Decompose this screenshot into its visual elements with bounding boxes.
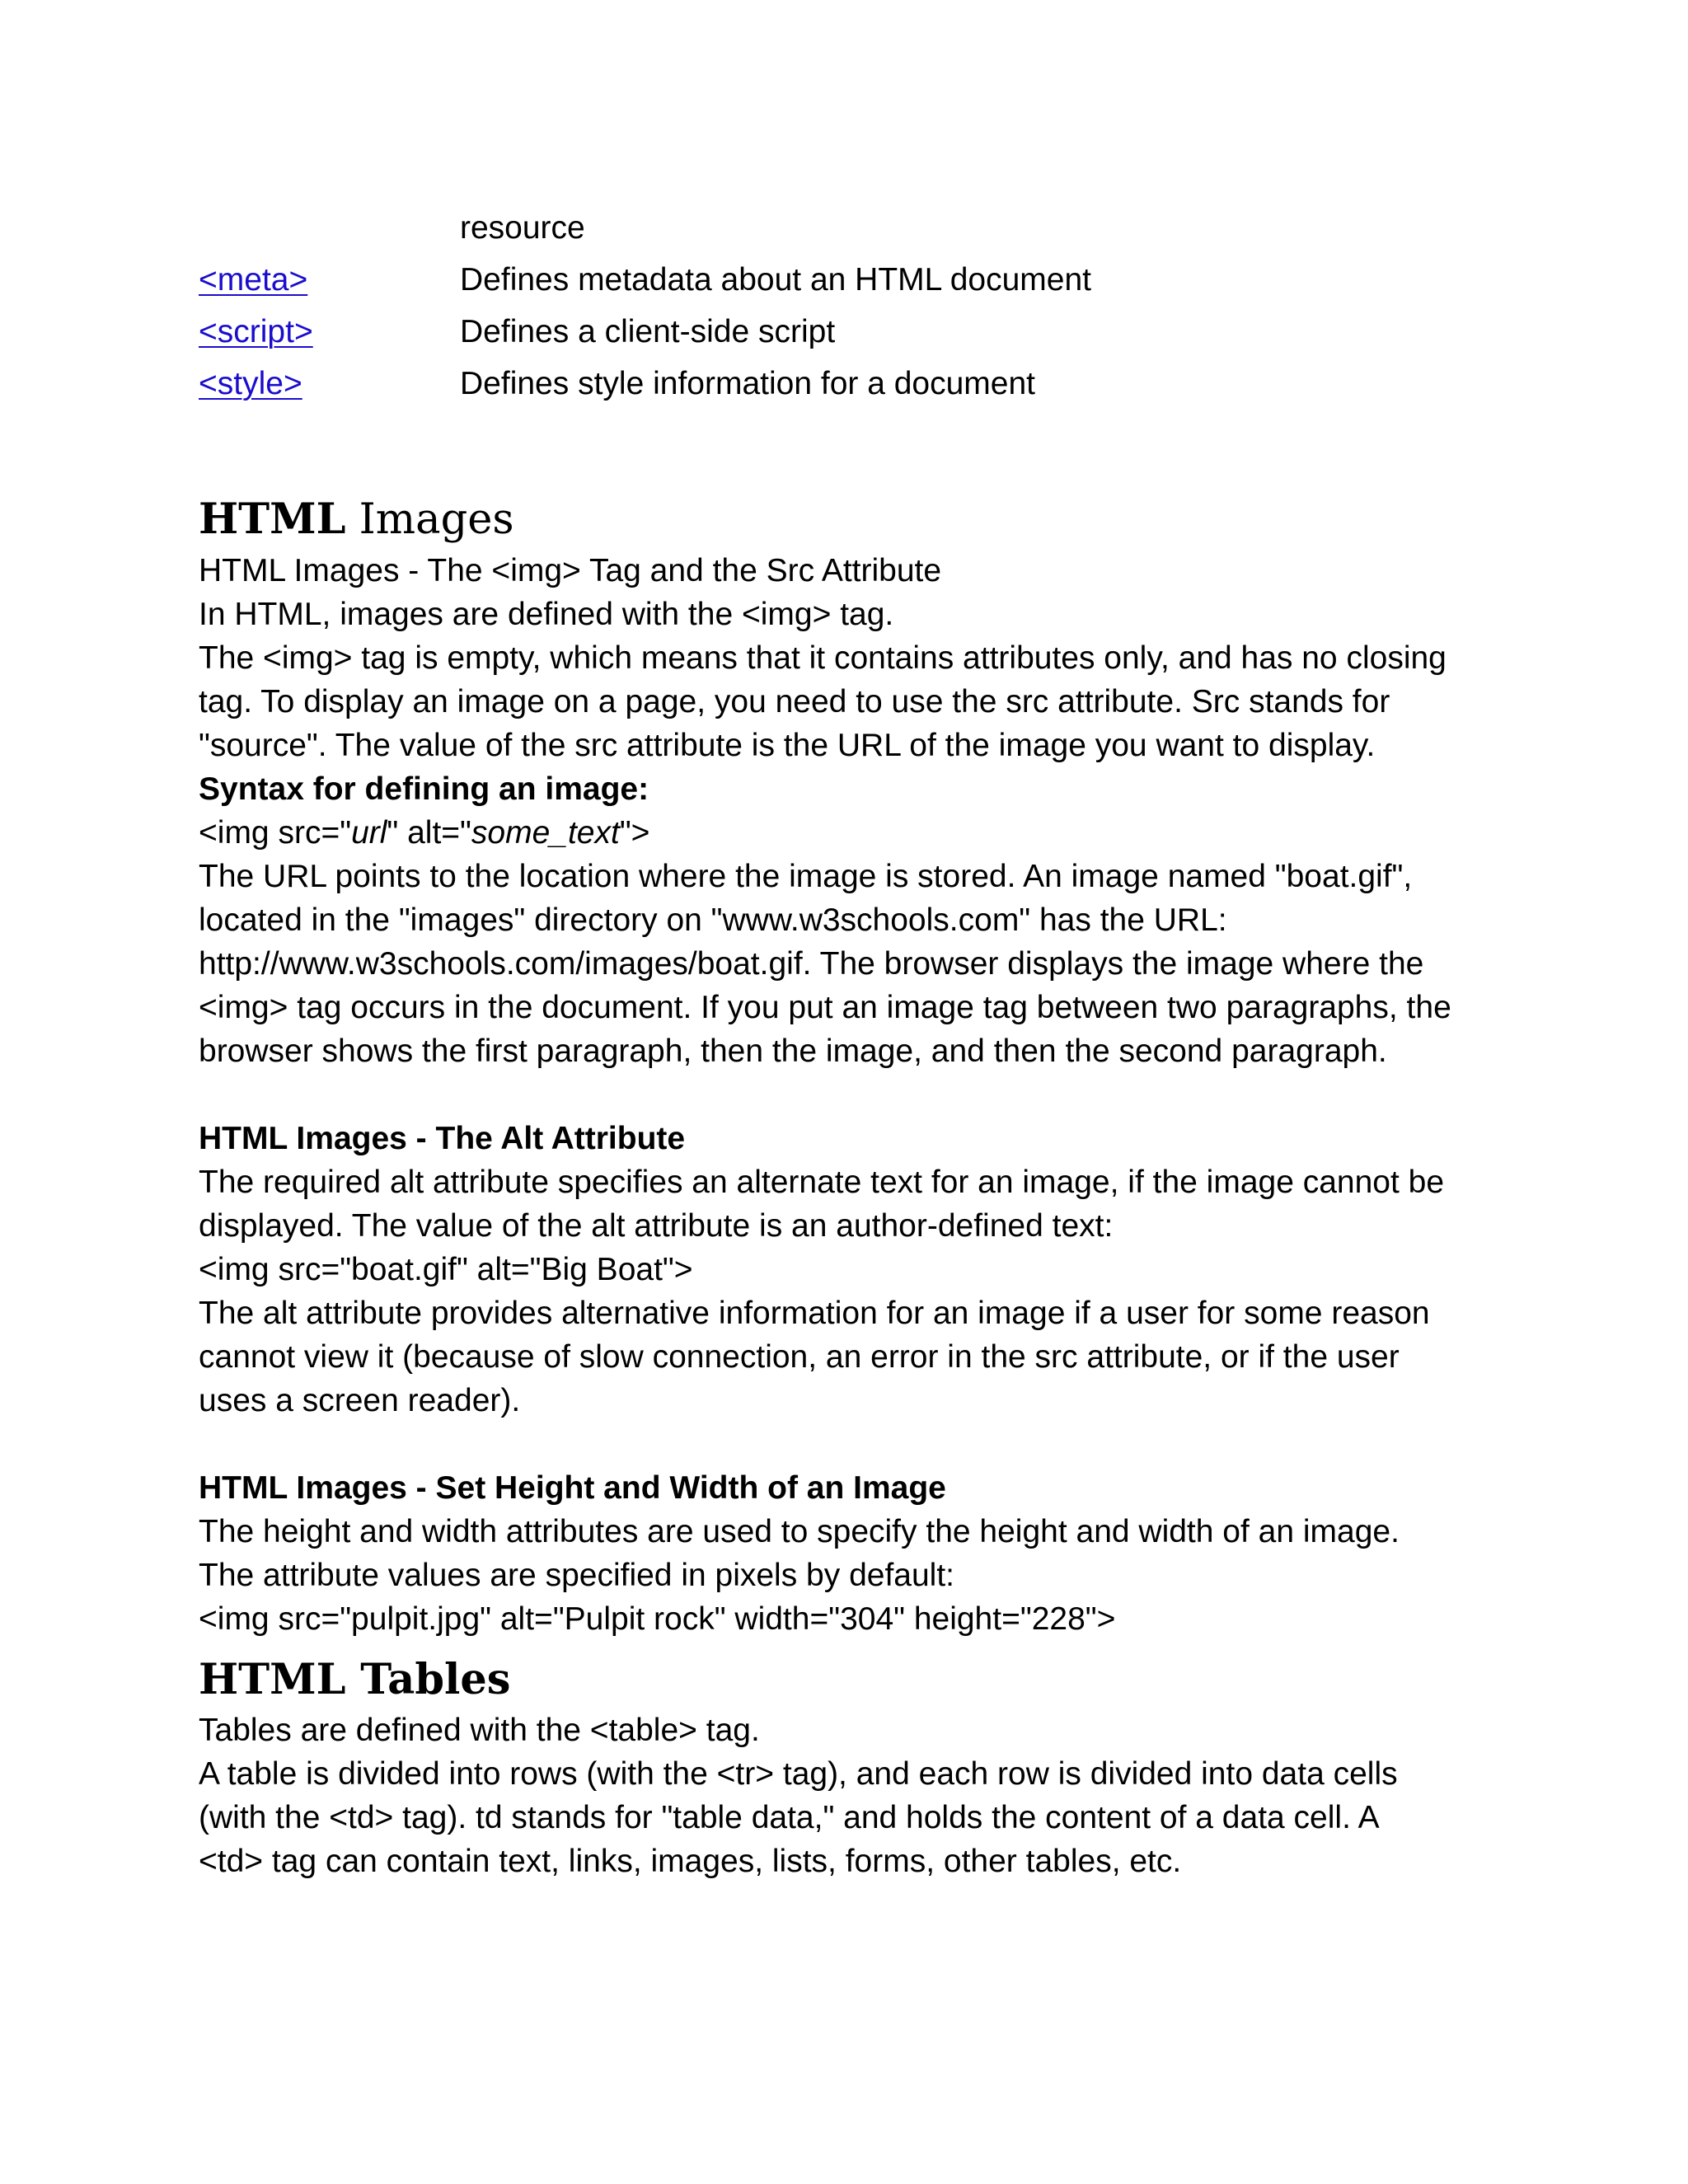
paragraph-line: The height and width attributes are used to specify the height and width of an image. [199, 1514, 1400, 1549]
tag-cell [199, 254, 460, 306]
paragraph-line: The required alt attribute specifies an alternate text for an image, if the image cannot be [199, 1165, 1445, 1200]
tag-table [199, 202, 1517, 410]
syntax-part: " alt=" [387, 815, 471, 851]
paragraph-line: Tables are defined with the <table> tag. [199, 1713, 760, 1748]
images-heading [199, 490, 1517, 549]
tag-table-row [199, 202, 1517, 254]
tag-description: Defines style information for a document [460, 366, 1036, 401]
paragraph-line: "source". The value of the src attribute is the URL of the image you want to display. [199, 728, 1376, 763]
tag-table-row [199, 254, 1517, 306]
tag-description: Defines metadata about an HTML document [460, 262, 1091, 298]
syntax-url: url [351, 815, 387, 851]
tag-cell [199, 306, 460, 358]
paragraph-line: http://www.w3schools.com/images/boat.gif. The browser displays the image where the [199, 946, 1424, 982]
syntax-alt-text: some_text [471, 815, 620, 851]
paragraph-line: The attribute values are specified in pixels by default: [199, 1558, 955, 1593]
paragraph-line: <img> tag occurs in the document. If you put an image tag between two paragraphs, the [199, 990, 1451, 1025]
tag-cell-empty [199, 202, 460, 254]
paragraph-line: browser shows the first paragraph, then the image, and then the second paragraph. [199, 1033, 1387, 1069]
images-heading-strong: HTML [199, 494, 346, 544]
paragraph-line: (with the <td> tag). td stands for "table data," and holds the content of a data cell. A [199, 1800, 1380, 1835]
spacer [199, 410, 1517, 490]
paragraph-line: <td> tag can contain text, links, images, lists, forms, other tables, etc. [199, 1844, 1182, 1879]
spacer [199, 1073, 1517, 1117]
code-example: <img src="pulpit.jpg" alt="Pulpit rock" width="304" height="228"> [199, 1601, 1116, 1637]
paragraph-line: The URL points to the location where the image is stored. An image named "boat.gif", [199, 859, 1413, 894]
paragraph-line: located in the "images" directory on "www.w3schools.com" has the URL: [199, 902, 1227, 938]
paragraph-line: displayed. The value of the alt attribute is an author-defined text: [199, 1208, 1114, 1244]
images-heading-rest: Images [345, 495, 514, 544]
size-heading: HTML Images - Set Height and Width of an Image [199, 1470, 946, 1506]
meta-tag-link[interactable]: <meta> [199, 262, 308, 298]
paragraph-line: cannot view it (because of slow connection, an error in the src attribute, or if the user [199, 1339, 1400, 1375]
tag-cell [199, 358, 460, 410]
tag-description: resource [460, 210, 585, 246]
syntax-part: "> [619, 815, 650, 851]
paragraph-line: The alt attribute provides alternative information for an image if a user for some reason [199, 1296, 1430, 1331]
syntax-part: <img src=" [199, 815, 352, 851]
syntax-label: Syntax for defining an image: [199, 771, 649, 807]
tables-heading: HTML Tables [199, 1655, 511, 1704]
spacer [199, 1641, 1517, 1651]
paragraph-line: The <img> tag is empty, which means that it contains attributes only, and has no closing [199, 640, 1447, 676]
spacer [199, 1422, 1517, 1466]
tag-description: Defines a client-side script [460, 314, 836, 349]
alt-attribute-heading: HTML Images - The Alt Attribute [199, 1121, 686, 1156]
page-content [199, 202, 1517, 1883]
paragraph-line: uses a screen reader). [199, 1383, 521, 1418]
paragraph-line: A table is divided into rows (with the <tr> tag), and each row is divided into data cells [199, 1756, 1398, 1792]
style-tag-link[interactable]: <style> [199, 366, 302, 401]
images-intro: In HTML, images are defined with the <img> tag. [199, 597, 894, 632]
tag-table-row [199, 358, 1517, 410]
syntax-example [199, 811, 1517, 855]
script-tag-link[interactable]: <script> [199, 314, 313, 349]
code-example: <img src="boat.gif" alt="Big Boat"> [199, 1252, 693, 1287]
paragraph-line: tag. To display an image on a page, you need to use the src attribute. Src stands for [199, 684, 1390, 719]
images-subtitle: HTML Images - The <img> Tag and the Src Attribute [199, 553, 942, 588]
tag-table-row [199, 306, 1517, 358]
